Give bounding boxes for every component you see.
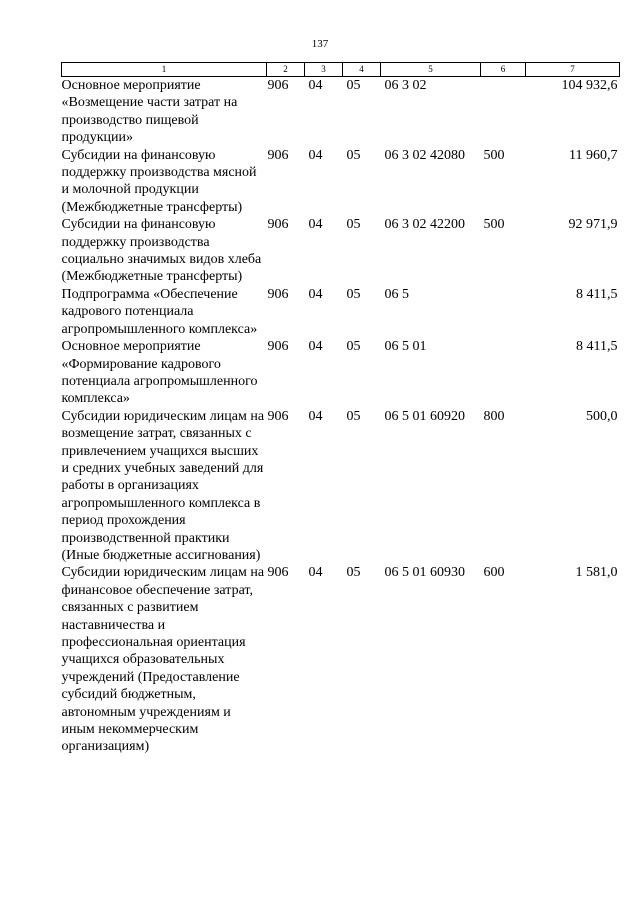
- row-type: 500: [483, 217, 505, 233]
- row-subsection: 05: [346, 147, 361, 163]
- row-type: [481, 338, 526, 408]
- row-code: 06 5 01 60920: [384, 408, 465, 424]
- row-sum: 11 960,7: [569, 147, 618, 163]
- row-subsection: 05: [346, 217, 361, 233]
- table-row: [62, 408, 620, 565]
- row-admin: 906: [267, 339, 289, 355]
- row-sum: 500,0: [586, 408, 618, 424]
- table-row: [62, 286, 620, 338]
- row-name: Субсидии юридическим лицам на возмещение затрат, связанных с привлечением учащихся высших и средних учебных заведений для работы в организациях агропромышленного комплекса в период прохождения производственной практики (Иные бюджетные ассигнования): [61, 408, 265, 563]
- budget-table: [61, 62, 620, 756]
- header-col-2: 2: [267, 63, 305, 77]
- row-admin: 906: [267, 408, 289, 424]
- row-name: Основное мероприятие «Возмещение части затрат на производство пищевой продукции»: [61, 78, 238, 146]
- row-code: 06 5: [384, 286, 409, 302]
- row-name: Подпрограмма «Обеспечение кадрового потенциала агропромышленного комплекса»: [61, 286, 258, 337]
- row-subsection: 05: [346, 408, 361, 424]
- row-type: 800: [483, 408, 505, 424]
- table-row: [62, 564, 620, 755]
- row-admin: 906: [267, 565, 289, 581]
- row-section: 04: [308, 408, 323, 424]
- row-subsection: 05: [346, 339, 361, 355]
- row-type: [481, 77, 526, 147]
- row-code: 06 5 01: [384, 339, 427, 355]
- row-subsection: 05: [346, 78, 361, 93]
- row-code: 06 5 01 60930: [384, 565, 465, 581]
- header-col-7: 7: [526, 63, 620, 77]
- header-col-3: 3: [305, 63, 343, 77]
- row-name: Субсидии на финансовую поддержку производства социально значимых видов хлеба (Межбюджетные трансферты): [61, 217, 262, 285]
- row-code: 06 3 02 42080: [384, 147, 465, 163]
- page-number: 137: [311, 38, 329, 50]
- row-type: 500: [483, 147, 505, 163]
- row-name: Основное мероприятие «Формирование кадрового потенциала агропромышленного комплекса»: [61, 339, 258, 407]
- row-section: 04: [308, 339, 323, 355]
- row-section: 04: [308, 147, 323, 163]
- row-sum: 104 932,6: [561, 78, 618, 93]
- row-admin: 906: [267, 147, 289, 163]
- row-section: 04: [308, 286, 323, 302]
- header-col-4: 4: [343, 63, 381, 77]
- row-sum: 8 411,5: [576, 339, 618, 355]
- table-row: [62, 338, 620, 408]
- header-row: [62, 63, 620, 77]
- row-type: 600: [483, 565, 505, 581]
- row-name: Субсидии юридическим лицам на финансовое обеспечение затрат, связанных с развитием наставничества и профессиональная ориентация учащихся образовательных учреждений (Предоставление субсидий бюджетным, автономным учреждениям и иным некоммерческим организациям): [61, 565, 265, 755]
- row-sum: 92 971,9: [568, 217, 618, 233]
- header-col-1: 1: [62, 63, 267, 77]
- row-admin: 906: [267, 78, 289, 93]
- header-col-5: 5: [381, 63, 481, 77]
- row-admin: 906: [267, 286, 289, 302]
- row-subsection: 05: [346, 565, 361, 581]
- row-code: 06 3 02 42200: [384, 217, 465, 233]
- row-type: [481, 286, 526, 338]
- row-name: Субсидии на финансовую поддержку производства мясной и молочной продукции (Межбюджетные трансферты): [61, 147, 257, 215]
- row-section: 04: [308, 78, 323, 93]
- table-row: [62, 216, 620, 286]
- row-section: 04: [308, 565, 323, 581]
- row-code: 06 3 02: [384, 78, 427, 93]
- table-row: [62, 147, 620, 217]
- header-col-6: 6: [481, 63, 526, 77]
- row-sum: 1 581,0: [575, 565, 618, 581]
- row-sum: 8 411,5: [576, 286, 618, 302]
- row-admin: 906: [267, 217, 289, 233]
- row-section: 04: [308, 217, 323, 233]
- row-subsection: 05: [346, 286, 361, 302]
- table-row: [62, 77, 620, 147]
